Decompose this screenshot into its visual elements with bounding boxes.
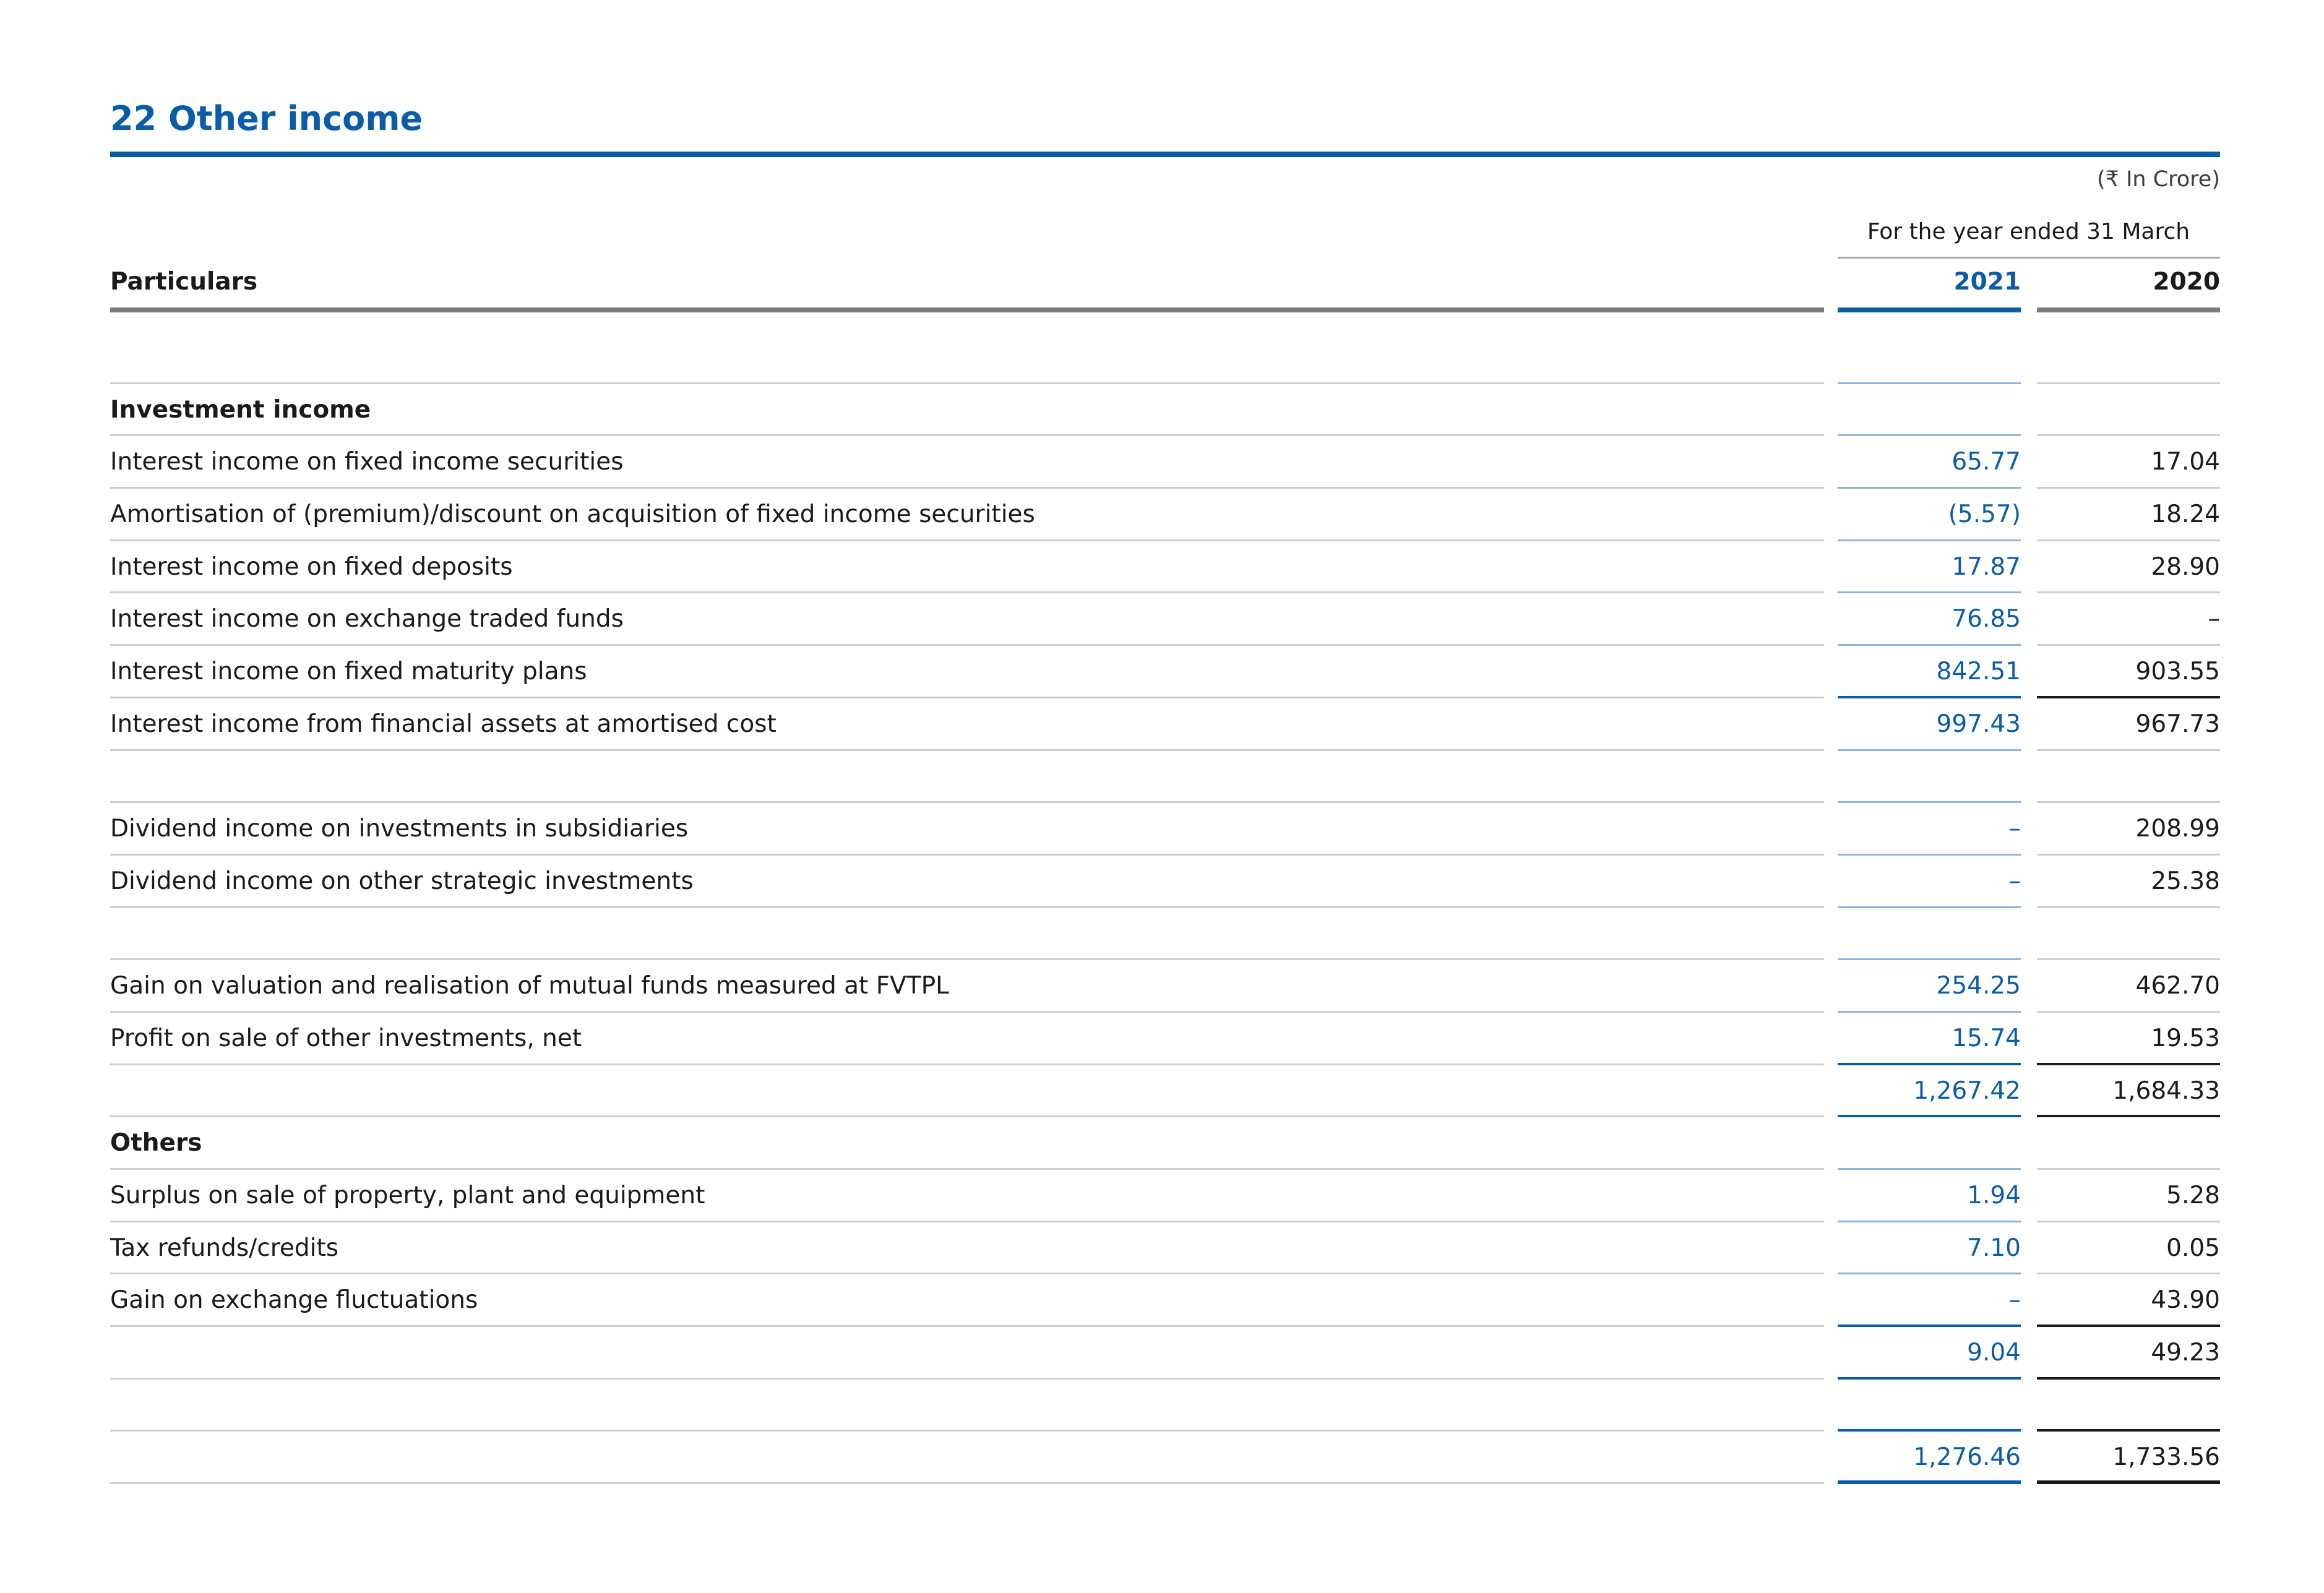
title-divider: [110, 152, 2220, 157]
row-label: Interest income on fixed income securities: [110, 436, 1824, 489]
row-value-2021: [1838, 751, 2021, 804]
table-row-section-heading: [110, 1117, 2220, 1170]
row-label: Dividend income on investments in subsidiaries: [110, 803, 1824, 856]
row-value-2020: 18.24: [2037, 489, 2220, 541]
table-row-section-heading: [110, 384, 2220, 437]
row-label: Gain on exchange fluctuations: [110, 1274, 1824, 1327]
row-label: Surplus on sale of property, plant and equipment: [110, 1170, 1824, 1222]
row-label: Interest income from financial assets at amortised cost: [110, 698, 1824, 751]
table-row-subtotal: [110, 1327, 2220, 1380]
row-value-2020: [2037, 332, 2220, 384]
subtotal-investment-income-2021: 1,267.42: [1838, 1065, 2021, 1118]
row-label: [110, 1327, 1824, 1380]
other-income-table: [110, 332, 2220, 1484]
row-value-2021: (5.57): [1838, 489, 2021, 541]
row-value-2020: –: [2037, 593, 2220, 646]
row-value-2020: [2037, 908, 2220, 961]
units-note: (₹ In Crore): [2097, 167, 2220, 192]
row-value-2020: [2037, 751, 2220, 804]
row-value-2021: [1838, 908, 2021, 961]
row-value-2021: 254.25: [1838, 960, 2021, 1013]
row-value-2021: 65.77: [1838, 436, 2021, 489]
row-value-2020: 208.99: [2037, 803, 2220, 856]
row-value-2021: 76.85: [1838, 593, 2021, 646]
row-value-2020: [2037, 384, 2220, 437]
row-value-2021: 7.10: [1838, 1222, 2021, 1275]
row-value-2021: –: [1838, 856, 2021, 908]
header-divider-particulars: [110, 307, 1824, 312]
row-label: Gain on valuation and realisation of mutual funds measured at FVTPL: [110, 960, 1824, 1013]
row-value-2020: 462.70: [2037, 960, 2220, 1013]
row-value-2021: [1838, 1117, 2021, 1170]
other-income-note: [110, 0, 2220, 1593]
table-row: [110, 960, 2220, 1013]
table-row: [110, 593, 2220, 646]
table-row-grand-total: [110, 1432, 2220, 1484]
column-header-2021: 2021: [1953, 268, 2021, 296]
row-value-2020: 5.28: [2037, 1170, 2220, 1222]
row-value-2020: 0.05: [2037, 1222, 2220, 1275]
row-value-2021: 842.51: [1838, 646, 2021, 698]
row-value-2021: [1838, 1380, 2021, 1432]
row-value-2021: [1838, 332, 2021, 384]
subtotal-others-2020: 49.23: [2037, 1327, 2220, 1380]
row-label: Profit on sale of other investments, net: [110, 1013, 1824, 1065]
row-value-2020: 903.55: [2037, 646, 2220, 698]
column-header-2020: 2020: [2153, 268, 2220, 296]
subtotal-investment-income-2020: 1,684.33: [2037, 1065, 2220, 1118]
row-label: Amortisation of (premium)/discount on acquisition of fixed income securities: [110, 489, 1824, 541]
grand-total-2021: 1,276.46: [1838, 1432, 2021, 1484]
row-value-2021: –: [1838, 803, 2021, 856]
table-row: [110, 1222, 2220, 1275]
row-value-2021: –: [1838, 1274, 2021, 1327]
row-label: [110, 908, 1824, 961]
period-divider: [1838, 257, 2220, 259]
row-label: Interest income on exchange traded funds: [110, 593, 1824, 646]
row-value-2021: [1838, 384, 2021, 437]
row-label: [110, 1065, 1824, 1118]
row-value-2020: [2037, 1380, 2220, 1432]
header-divider-2020: [2037, 307, 2220, 312]
page-title: 22 Other income: [110, 99, 423, 138]
row-label: [110, 751, 1824, 804]
row-label: [110, 1380, 1824, 1432]
row-label: Dividend income on other strategic investments: [110, 856, 1824, 908]
table-row-spacer: [110, 1380, 2220, 1432]
row-label: Interest income on fixed deposits: [110, 541, 1824, 594]
period-header: For the year ended 31 March: [1867, 219, 2190, 244]
table-row: [110, 1170, 2220, 1222]
table-row-spacer: [110, 751, 2220, 804]
table-row: [110, 489, 2220, 541]
table-row-subtotal: [110, 698, 2220, 751]
row-value-2021: 17.87: [1838, 541, 2021, 594]
table-row: [110, 646, 2220, 698]
table-row-spacer: [110, 332, 2220, 384]
row-label: Tax refunds/credits: [110, 1222, 1824, 1275]
row-value-2020: 967.73: [2037, 698, 2220, 751]
table-row-subtotal: [110, 1065, 2220, 1118]
table-row: [110, 803, 2220, 856]
row-value-2020: 25.38: [2037, 856, 2220, 908]
table-row: [110, 1013, 2220, 1065]
header-divider-2021: [1838, 307, 2021, 312]
table-row: [110, 541, 2220, 594]
row-value-2021: 15.74: [1838, 1013, 2021, 1065]
row-value-2020: 19.53: [2037, 1013, 2220, 1065]
column-header-particulars: Particulars: [110, 268, 258, 296]
table-row-spacer: [110, 908, 2220, 961]
table-row: [110, 436, 2220, 489]
grand-total-2020: 1,733.56: [2037, 1432, 2220, 1484]
row-label: [110, 1432, 1824, 1484]
row-value-2021: 1.94: [1838, 1170, 2021, 1222]
table-row: [110, 856, 2220, 908]
row-value-2020: 17.04: [2037, 436, 2220, 489]
row-value-2020: 28.90: [2037, 541, 2220, 594]
section-heading-investment-income: Investment income: [110, 384, 1824, 437]
row-value-2020: [2037, 1117, 2220, 1170]
row-value-2020: 43.90: [2037, 1274, 2220, 1327]
row-value-2021: 997.43: [1838, 698, 2021, 751]
section-heading-others: Others: [110, 1117, 1824, 1170]
row-label: Interest income on fixed maturity plans: [110, 646, 1824, 698]
subtotal-others-2021: 9.04: [1838, 1327, 2021, 1380]
row-label: [110, 332, 1824, 384]
table-row: [110, 1274, 2220, 1327]
